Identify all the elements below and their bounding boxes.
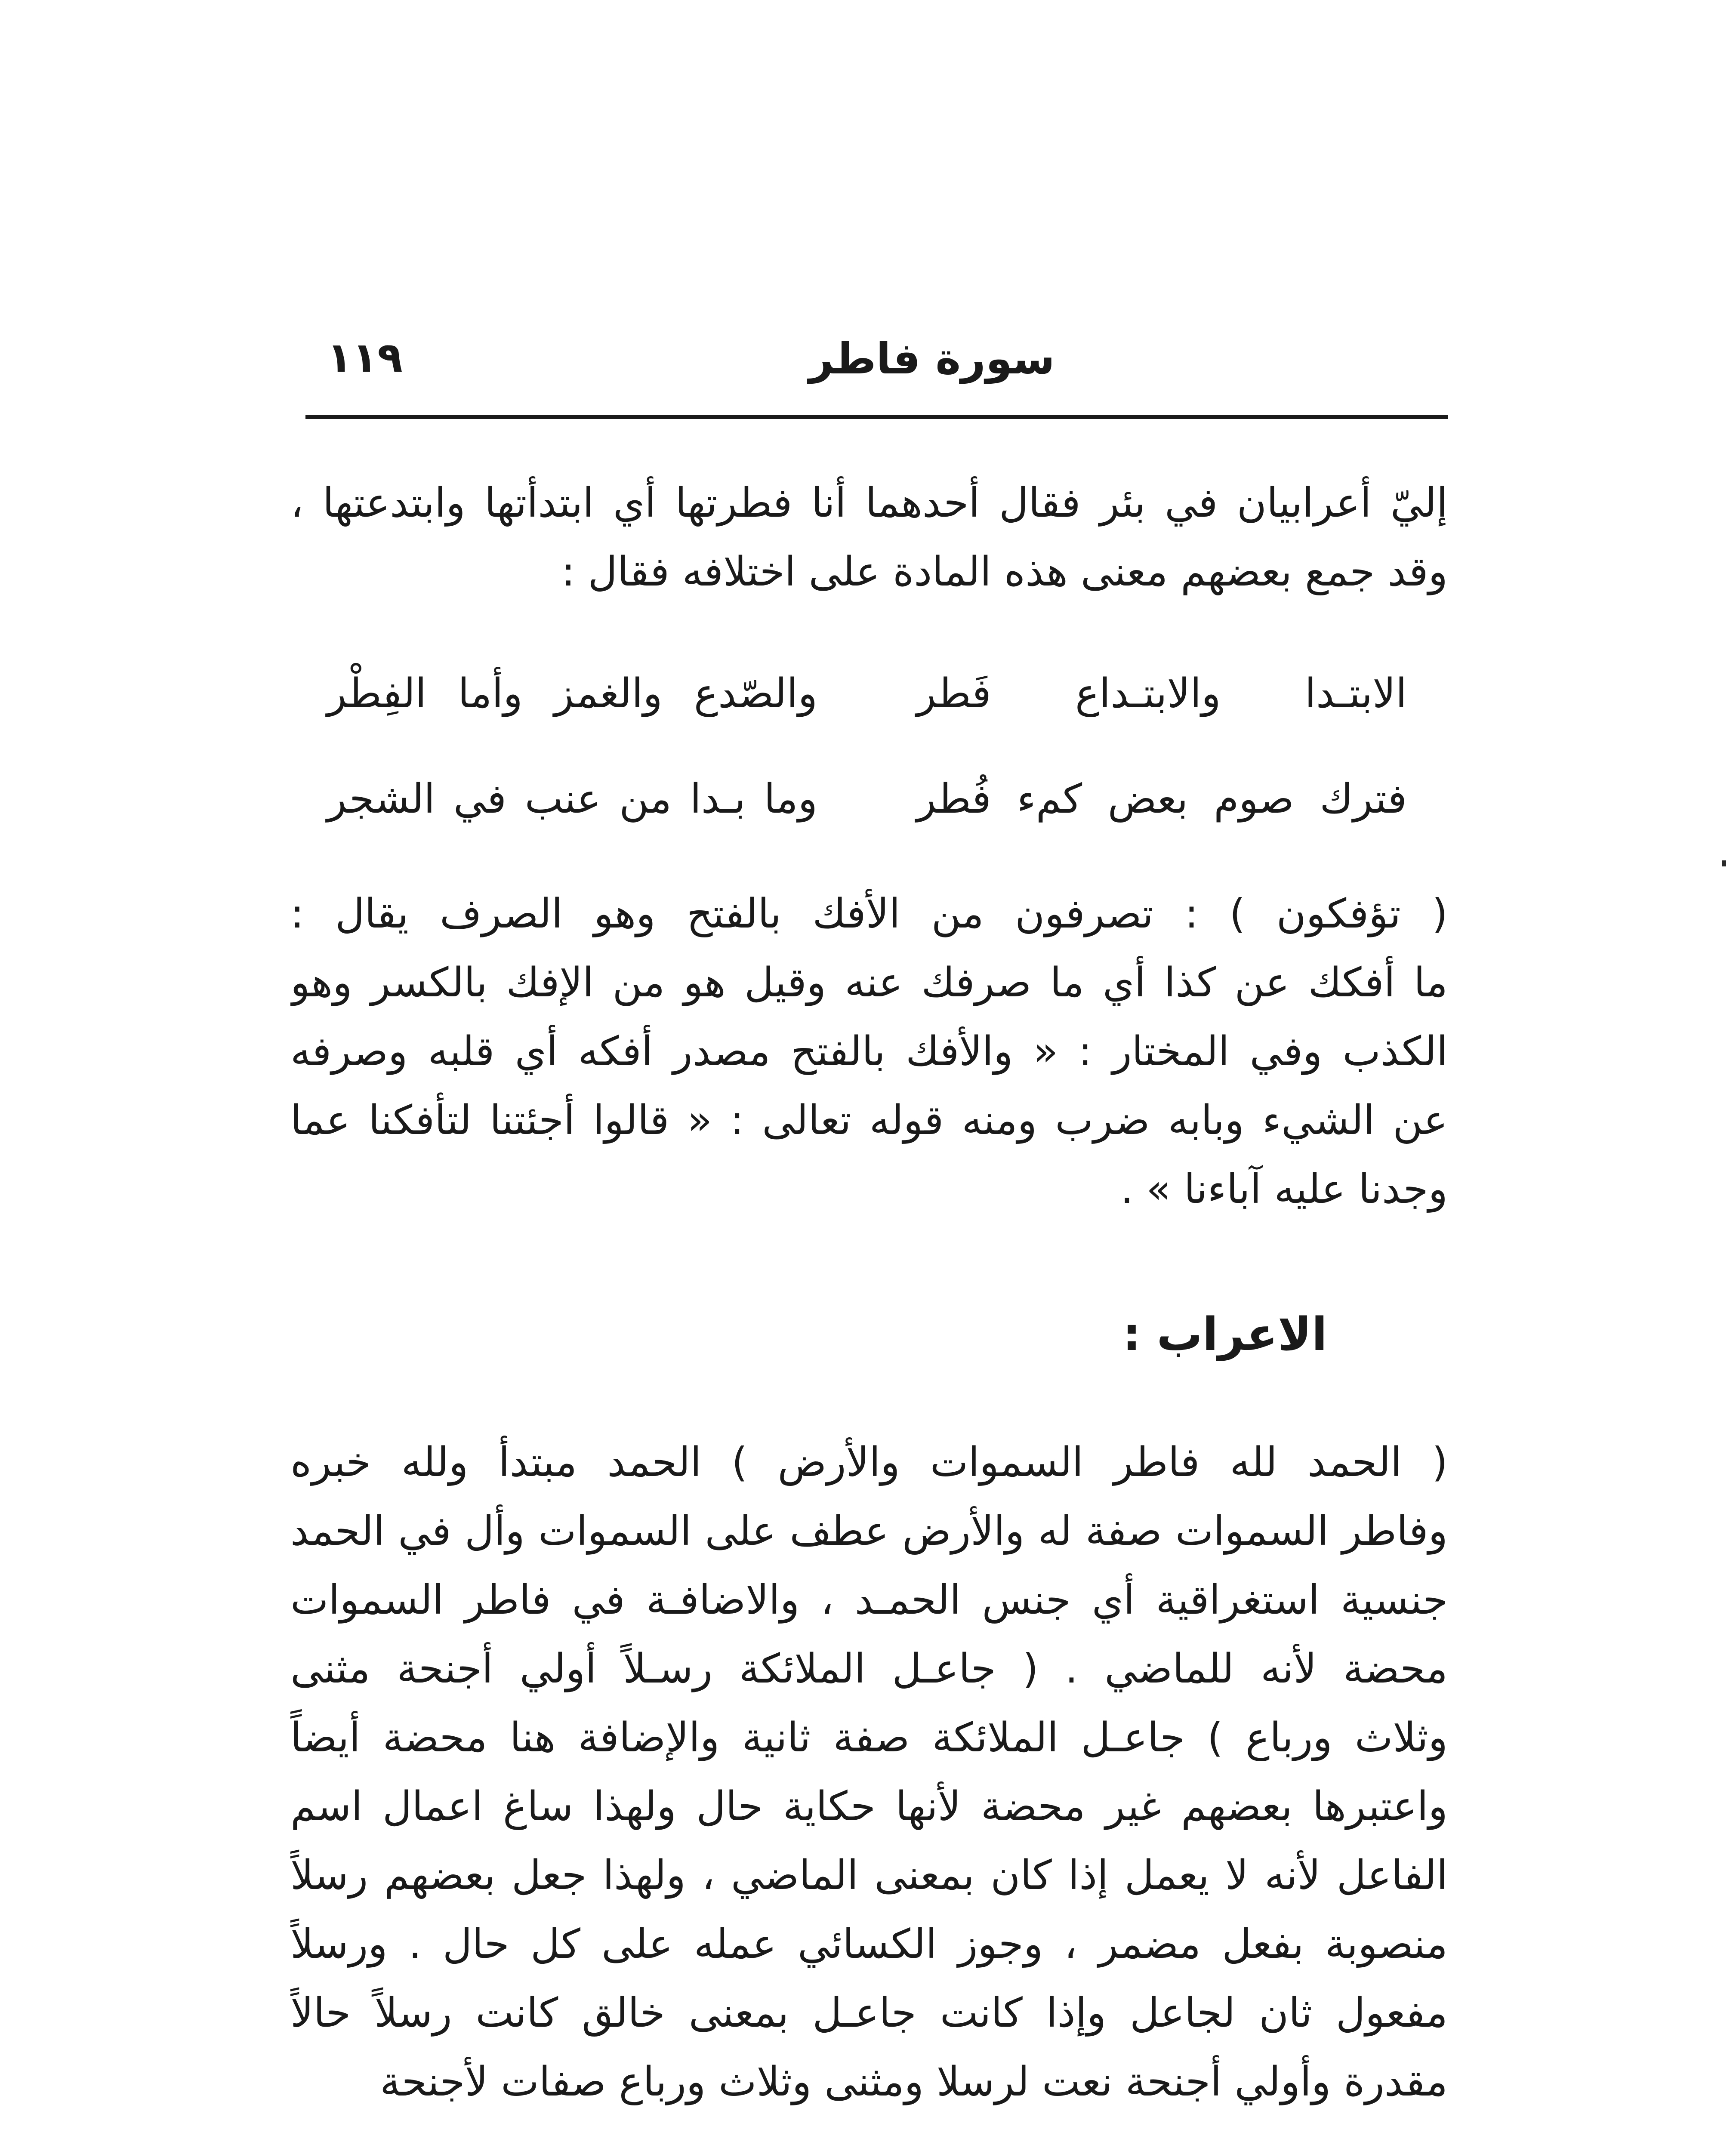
text-line: إليّ أعرابيان في بئر فقال أحدهما أنا فطرتها أي ابتدأتها وابتدعتها ، xyxy=(290,480,1448,527)
text-line: جنسية استغراقية أي جنس الحمـد ، والاضافـة في فاطر السموات xyxy=(290,1577,1448,1624)
poem-verse xyxy=(327,641,1407,746)
text-line: وفاطر السموات صفة له والأرض عطف على السموات وأل في الحمد xyxy=(290,1508,1448,1555)
text-line: مقدرة وأولي أجنحة نعت لرسلا ومثنى وثلاث ورباع صفات لأجنحة xyxy=(380,2059,1448,2105)
poem-verse xyxy=(327,746,1407,852)
paragraph-tufakun xyxy=(290,880,1448,1224)
text-line: الفاعل لأنه لا يعمل إذا كان بمعنى الماضي ، ولهذا جعل بعضهم رسلاً xyxy=(290,1852,1448,1899)
text-line: الكذب وفي المختار : « والأفك بالفتح مصدر أفكه أي قلبه وصرفه xyxy=(290,1028,1448,1075)
verse-second-hemistich: والصّدع والغمز وأما الفِطْر xyxy=(327,670,817,717)
paragraph-etymology xyxy=(290,469,1448,607)
text-line: منصوبة بفعل مضمر ، وجوز الكسائي عمله على كل حال . ورسلاً xyxy=(290,1921,1448,1968)
surah-title: سورة فاطر xyxy=(809,333,1055,384)
text-line: ( الحمد لله فاطر السموات والأرض ) الحمد مبتدأ ولله خبره xyxy=(290,1439,1448,1486)
text-line: وجدنا عليه آباءنا » . xyxy=(1120,1166,1448,1213)
poem-verses xyxy=(327,641,1407,852)
text-line: وثلاث ورباع ) جاعـل الملائكة صفة ثانية والإضافة هنا محضة أيضاً xyxy=(290,1714,1448,1761)
text-line: محضة لأنه للماضي . ( جاعـل الملائكة رسـلاً أولي أجنحة مثنى xyxy=(290,1646,1448,1692)
text-line: ( تؤفكون ) : تصرفون من الأفك بالفتح وهو الصرف يقال : xyxy=(290,891,1448,937)
scan-speck xyxy=(1722,860,1726,866)
section-heading: الاعراب : xyxy=(1122,1308,1327,1361)
text-line: واعتبرها بعضهم غير محضة لأنها حكاية حال ولهذا ساغ اعمال اسم xyxy=(290,1783,1448,1830)
running-header xyxy=(301,333,1448,394)
page-number: ١١٩ xyxy=(327,333,403,382)
text-line: عن الشيء وبابه ضرب ومنه قوله تعالى : « قالوا أجئتنا لتأفكنا عما xyxy=(290,1097,1448,1144)
text-line: ما أفكك عن كذا أي ما صرفك عنه وقيل هو من الإفك بالكسر وهو xyxy=(290,959,1448,1006)
verse-first-hemistich: الابتـدا والابتـداع فَطر xyxy=(916,670,1407,717)
header-rule xyxy=(305,415,1448,419)
paragraph-iraab xyxy=(290,1428,1448,2117)
verse-first-hemistich: فترك صوم بعض كمء فُطر xyxy=(916,776,1407,823)
text-line: مفعول ثان لجاعل وإذا كانت جاعـل بمعنى خالق كانت رسلاً حالاً xyxy=(290,1990,1448,2037)
text-line: وقد جمع بعضهم معنى هذه المادة على اختلافه فقال : xyxy=(561,549,1448,595)
verse-second-hemistich: وما بـدا من عنب في الشجر xyxy=(327,776,817,823)
